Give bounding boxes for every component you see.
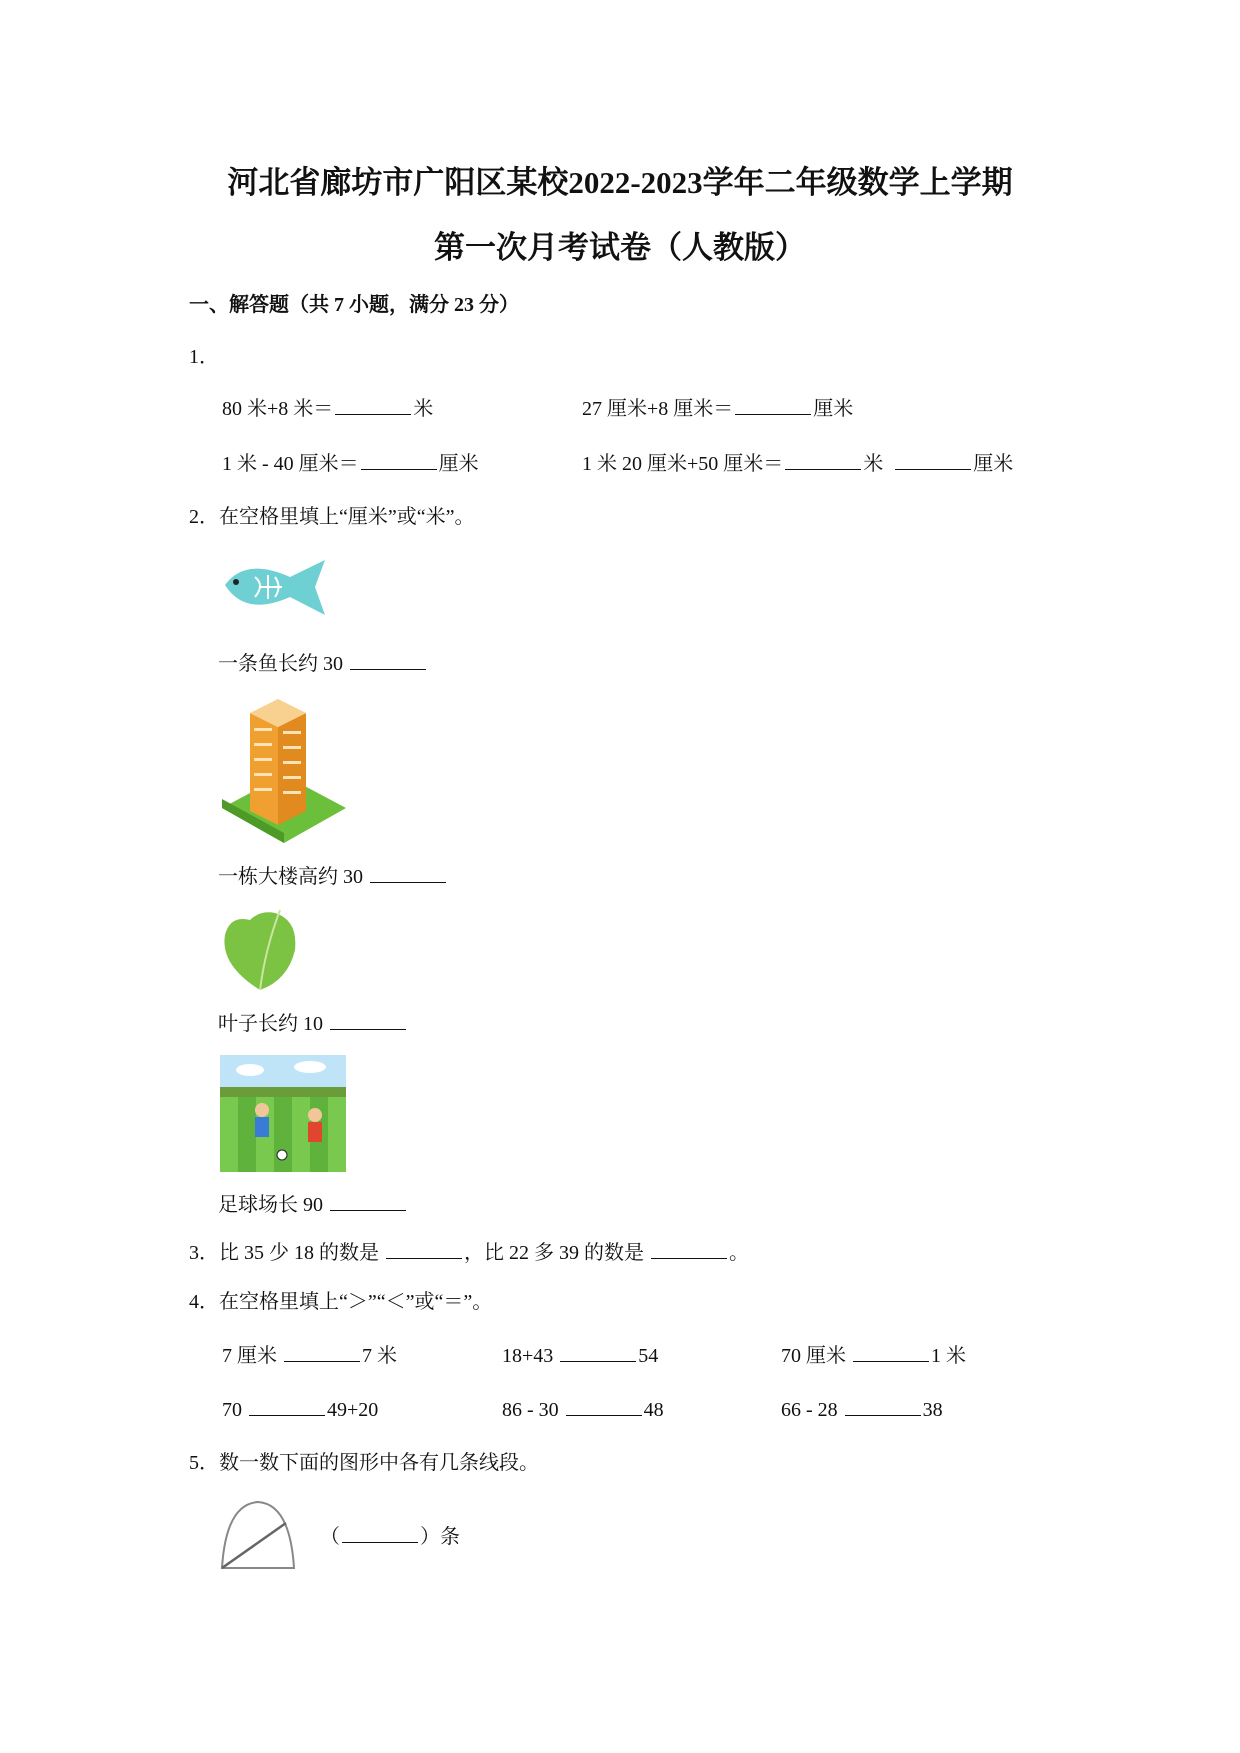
- answer-blank[interactable]: [342, 1524, 418, 1543]
- q1-item-3: [222, 451, 479, 476]
- q4-item-2: [502, 1343, 658, 1368]
- q2-item-fish-text: 一条鱼长约 30: [218, 653, 343, 675]
- q4-item-1: [222, 1343, 397, 1368]
- q1-item-3-unit: 厘米: [438, 453, 479, 475]
- semicircle-figure: [220, 1498, 296, 1572]
- q1-item-2-unit: 厘米: [813, 398, 854, 420]
- answer-blank[interactable]: [335, 396, 411, 415]
- title-line-1: 河北省廊坊市广阳区某校2022-2023学年二年级数学上学期: [227, 165, 1013, 200]
- q4-item-5: [502, 1397, 664, 1422]
- q1-item-2: [582, 396, 853, 421]
- q4-item-4: [222, 1397, 378, 1422]
- q2-item-soccer: [218, 1192, 408, 1217]
- answer-blank[interactable]: [845, 1397, 921, 1416]
- q1-item-4-text: 1 米 20 厘米+50 厘米＝: [582, 453, 784, 475]
- soccer-field-image: [220, 1055, 346, 1172]
- answer-blank[interactable]: [651, 1240, 727, 1259]
- answer-blank[interactable]: [735, 396, 811, 415]
- q2-item-building-text: 一栋大楼高约 30: [218, 866, 363, 888]
- q4-right: 49+20: [327, 1399, 379, 1421]
- q3-end: 。: [729, 1242, 749, 1264]
- q2-item-fish: [218, 651, 428, 676]
- answer-blank[interactable]: [330, 1011, 406, 1030]
- q1-item-4: [582, 451, 1013, 476]
- answer-blank[interactable]: [895, 451, 971, 470]
- q4-left: 66 - 28: [781, 1399, 838, 1421]
- q2-item-soccer-text: 足球场长 90: [218, 1194, 323, 1216]
- q3: [189, 1240, 749, 1265]
- q1-item-1-text: 80 米+8 米＝: [222, 398, 334, 420]
- q5-open-paren: （: [320, 1526, 340, 1548]
- q4-right: 1 米: [931, 1345, 966, 1367]
- q1-item-4-mid: 米: [863, 453, 884, 475]
- answer-blank[interactable]: [249, 1397, 325, 1416]
- answer-blank[interactable]: [386, 1240, 462, 1259]
- q4-left: 86 - 30: [502, 1399, 559, 1421]
- q2-stem: 2．在空格里填上“厘米”或“米”。: [189, 506, 475, 528]
- q4-right: 54: [638, 1345, 659, 1367]
- q1-number: 1．: [189, 346, 219, 368]
- answer-blank[interactable]: [330, 1192, 406, 1211]
- q3-part-1: 3．比 35 少 18 的数是: [189, 1242, 379, 1264]
- answer-blank[interactable]: [785, 451, 861, 470]
- q4-item-6: [781, 1397, 943, 1422]
- q4-left: 7 厘米: [222, 1345, 277, 1367]
- q3-part-2: ，比 22 多 39 的数是: [464, 1242, 644, 1264]
- q5-close: ）条: [420, 1526, 460, 1548]
- q1-item-4-unit: 厘米: [973, 453, 1014, 475]
- q4-right: 38: [922, 1399, 943, 1421]
- answer-blank[interactable]: [560, 1343, 636, 1362]
- q5-answer: [320, 1524, 460, 1549]
- section-heading: 一、解答题（共 7 小题，满分 23 分）: [189, 294, 519, 316]
- title-line-2: 第一次月考试卷（人教版）: [434, 230, 806, 265]
- q4-left: 70: [222, 1399, 242, 1421]
- q1-item-2-text: 27 厘米+8 厘米＝: [582, 398, 734, 420]
- q4-right: 48: [643, 1399, 664, 1421]
- q4-left: 18+43: [502, 1345, 554, 1367]
- q4-stem: 4．在空格里填上“＞”“＜”或“＝”。: [189, 1291, 493, 1313]
- q2-item-leaf: [218, 1011, 408, 1036]
- q5-stem: 5．数一数下面的图形中各有几条线段。: [189, 1452, 539, 1474]
- answer-blank[interactable]: [566, 1397, 642, 1416]
- building-image: [220, 693, 348, 845]
- fish-image: [220, 555, 330, 620]
- answer-blank[interactable]: [350, 651, 426, 670]
- q1-item-3-text: 1 米 - 40 厘米＝: [222, 453, 359, 475]
- leaf-image: [220, 905, 300, 993]
- q1-item-1-unit: 米: [413, 398, 434, 420]
- q4-left: 70 厘米: [781, 1345, 846, 1367]
- q2-item-building: [218, 864, 448, 889]
- answer-blank[interactable]: [284, 1343, 360, 1362]
- answer-blank[interactable]: [370, 864, 446, 883]
- q2-item-leaf-text: 叶子长约 10: [218, 1013, 323, 1035]
- q1-item-1: [222, 396, 433, 421]
- answer-blank[interactable]: [853, 1343, 929, 1362]
- q4-right: 7 米: [362, 1345, 397, 1367]
- answer-blank[interactable]: [361, 451, 437, 470]
- q4-item-3: [781, 1343, 966, 1368]
